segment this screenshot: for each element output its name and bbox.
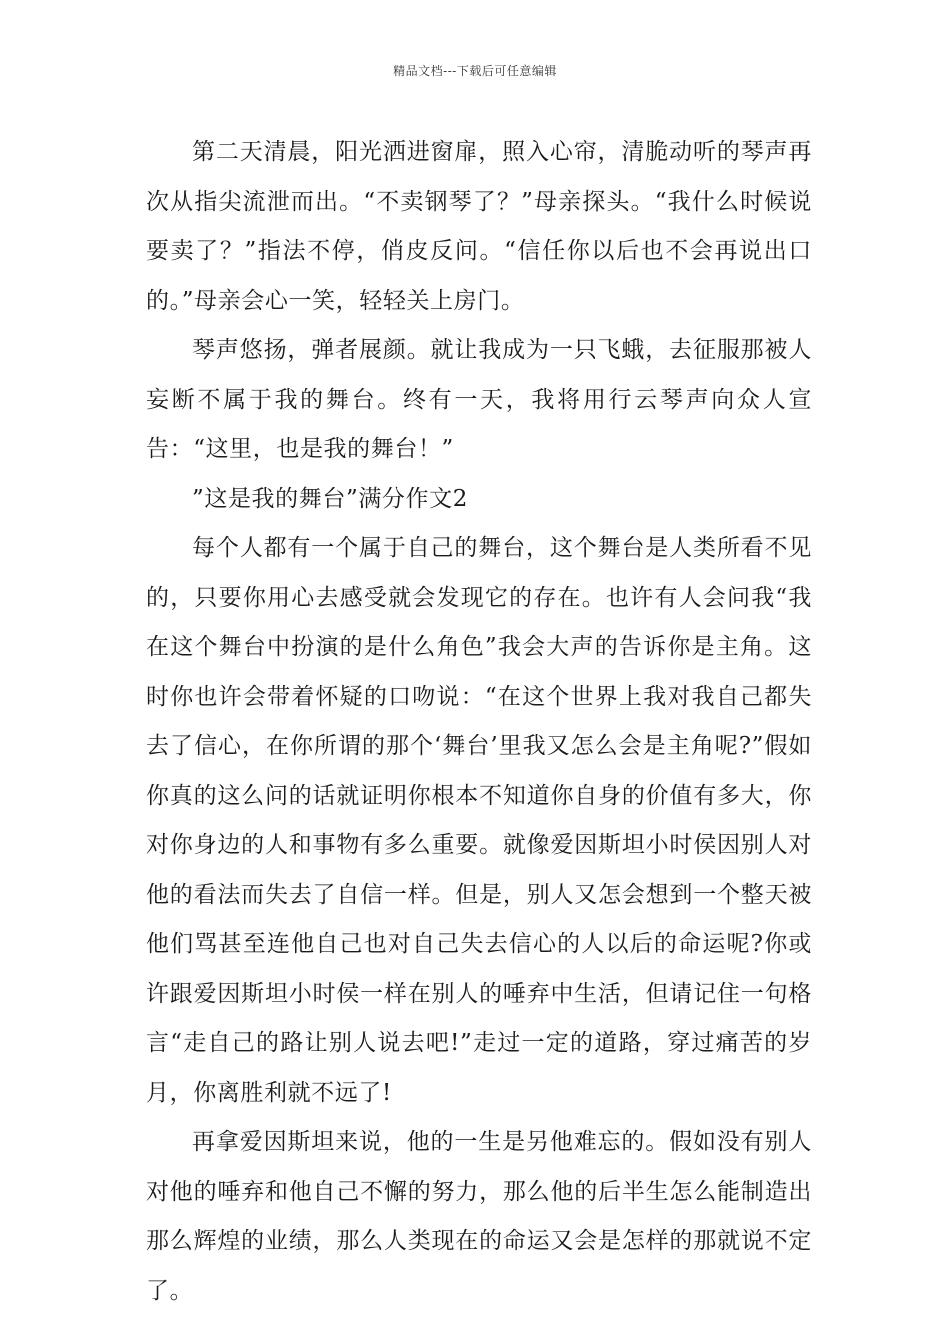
paragraph-2: 琴声悠扬，弹者展颜。就让我成为一只飞蛾，去征服那被人妄断不属于我的舞台。终有一天，我将用行云琴声向众人宣告：“这里，也是我的舞台！” — [146, 337, 812, 462]
paragraph-1: 第二天清晨，阳光洒进窗扉，照入心帘，清脆动听的琴声再次从指尖流泄而出。“不卖钢琴了？”母亲探头。“我什么时候说要卖了？”指法不停，俏皮反问。“信任你以后也不会再说出口的。”母亲会心一笑，轻轻关上房门。 — [146, 139, 812, 314]
paragraph-4: 再拿爱因斯坦来说，他的一生是另他难忘的。假如没有别人对他的唾弃和他自己不懈的努力，那么他的后半生怎么能制造出那么辉煌的业绩，那么人类现在的命运又会是怎样的那就说不定了。 — [146, 1129, 812, 1304]
page-header: 精品文档---下载后可任意编辑 — [393, 64, 557, 78]
document-body — [146, 128, 812, 1316]
paragraph-3: 每个人都有一个属于自己的舞台，这个舞台是人类所看不见的，只要你用心去感受就会发现它的存在。也许有人会问我“我在这个舞台中扮演的是什么角色”我会大声的告诉你是主角。这时你也许会带着怀疑的口吻说：“在这个世界上我对我自己都失去了信心，在你所谓的那个‘舞台’里我又怎么会是主角呢?”假如你真的这么问的话就证明你根本不知道你自身的价值有多大，你对你身边的人和事物有多么重要。就像爱因斯坦小时侯因别人对他的看法而失去了自信一样。但是，别人又怎会想到一个整天被他们骂甚至连他自己也对自己失去信心的人以后的命运呢?你或许跟爱因斯坦小时侯一样在别人的唾弃中生活，但请记住一句格言“走自己的路让别人说去吧!”走过一定的道路，穿过痛苦的岁月，你离胜利就不远了! — [146, 535, 812, 1106]
section-title: ”这是我的舞台”满分作文2 — [192, 485, 468, 512]
